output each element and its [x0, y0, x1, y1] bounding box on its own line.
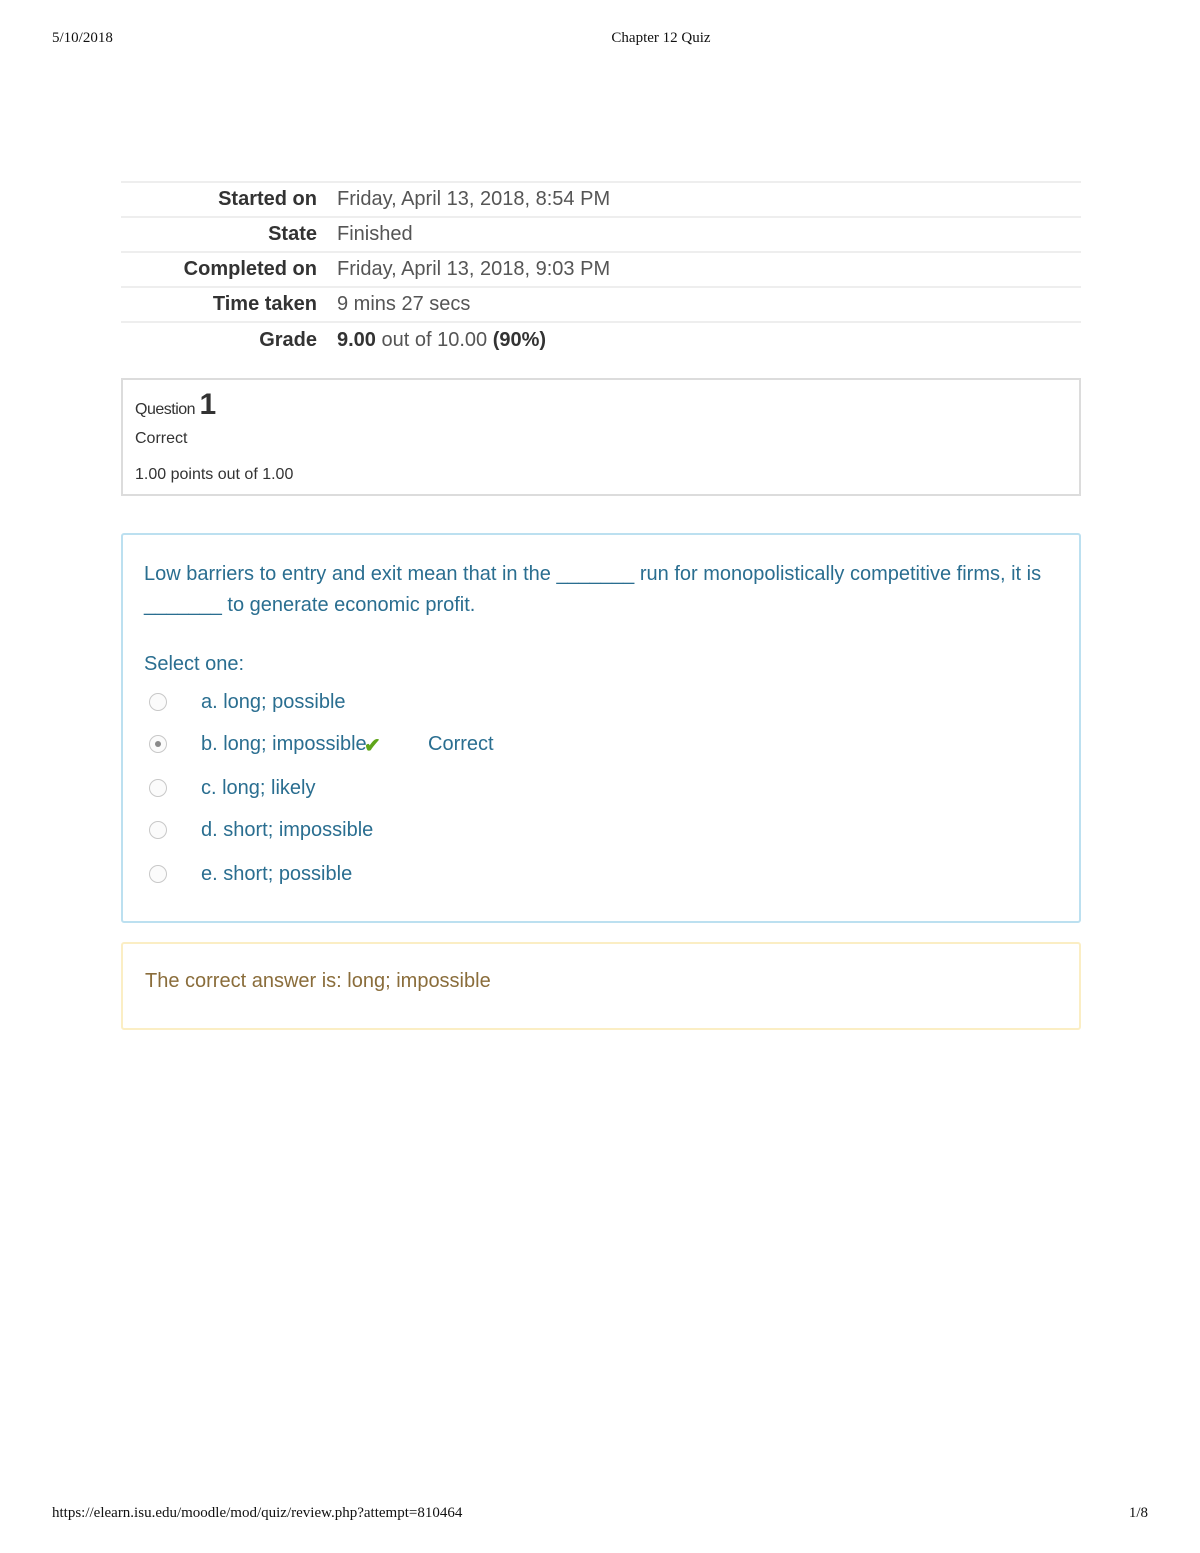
summary-value: 9 mins 27 secs — [337, 293, 471, 315]
radio-button[interactable] — [149, 865, 167, 883]
checkmark-icon: ✔ — [364, 735, 381, 757]
quiz-summary-table — [121, 181, 1081, 357]
right-answer-box — [121, 942, 1081, 1030]
question-label: Question — [135, 401, 196, 418]
summary-value: Finished — [337, 223, 413, 245]
print-page-number: 1/8 — [1128, 1505, 1148, 1521]
grade-value — [337, 322, 1081, 357]
print-date: 5/10/2018 — [52, 30, 113, 46]
answer-option-label: a. long; possible — [201, 691, 346, 713]
summary-row-state — [121, 217, 1081, 252]
summary-row-started — [121, 182, 1081, 217]
grade-score: 9.00 — [337, 328, 376, 351]
question-info-box — [121, 378, 1081, 496]
answer-option-label: e. short; possible — [201, 863, 353, 885]
answer-option-label: d. short; impossible — [201, 819, 374, 841]
summary-row-grade — [121, 322, 1081, 357]
summary-value: Friday, April 13, 2018, 8:54 PM — [337, 188, 611, 210]
answer-feedback: Correct — [428, 733, 494, 755]
question-text: Low barriers to entry and exit mean that in the _______ run for monopolistically competitive firms, it is _______ to generate economic profit. — [144, 563, 1042, 616]
summary-row-time-taken — [121, 287, 1081, 322]
question-formulation — [121, 533, 1081, 923]
print-title: Chapter 12 Quiz — [611, 30, 711, 46]
summary-row-completed — [121, 252, 1081, 287]
question-number — [135, 388, 216, 422]
answer-prompt: Select one: — [144, 653, 245, 675]
answer-option-label: b. long; impossible — [201, 733, 367, 755]
summary-label: Started on — [218, 188, 317, 210]
question-grade: 1.00 points out of 1.00 — [135, 466, 294, 483]
radio-button[interactable] — [149, 821, 167, 839]
question-number-value: 1 — [199, 388, 217, 421]
grade-percent: (90%) — [492, 328, 547, 351]
summary-label: State — [268, 223, 317, 245]
radio-button[interactable] — [149, 779, 167, 797]
print-url: https://elearn.isu.edu/moodle/mod/quiz/review.php?attempt=810464 — [52, 1505, 463, 1521]
question-state: Correct — [135, 430, 188, 447]
radio-button-selected[interactable] — [149, 735, 167, 753]
answer-option-label: c. long; likely — [201, 777, 316, 799]
summary-label: Completed on — [183, 258, 317, 280]
summary-label: Time taken — [212, 293, 317, 315]
summary-label: Grade — [259, 328, 317, 351]
right-answer-text: The correct answer is: long; impossible — [145, 970, 491, 992]
radio-button[interactable] — [149, 693, 167, 711]
summary-value: Friday, April 13, 2018, 9:03 PM — [337, 258, 611, 280]
grade-out-of: out of 10.00 — [381, 328, 488, 351]
